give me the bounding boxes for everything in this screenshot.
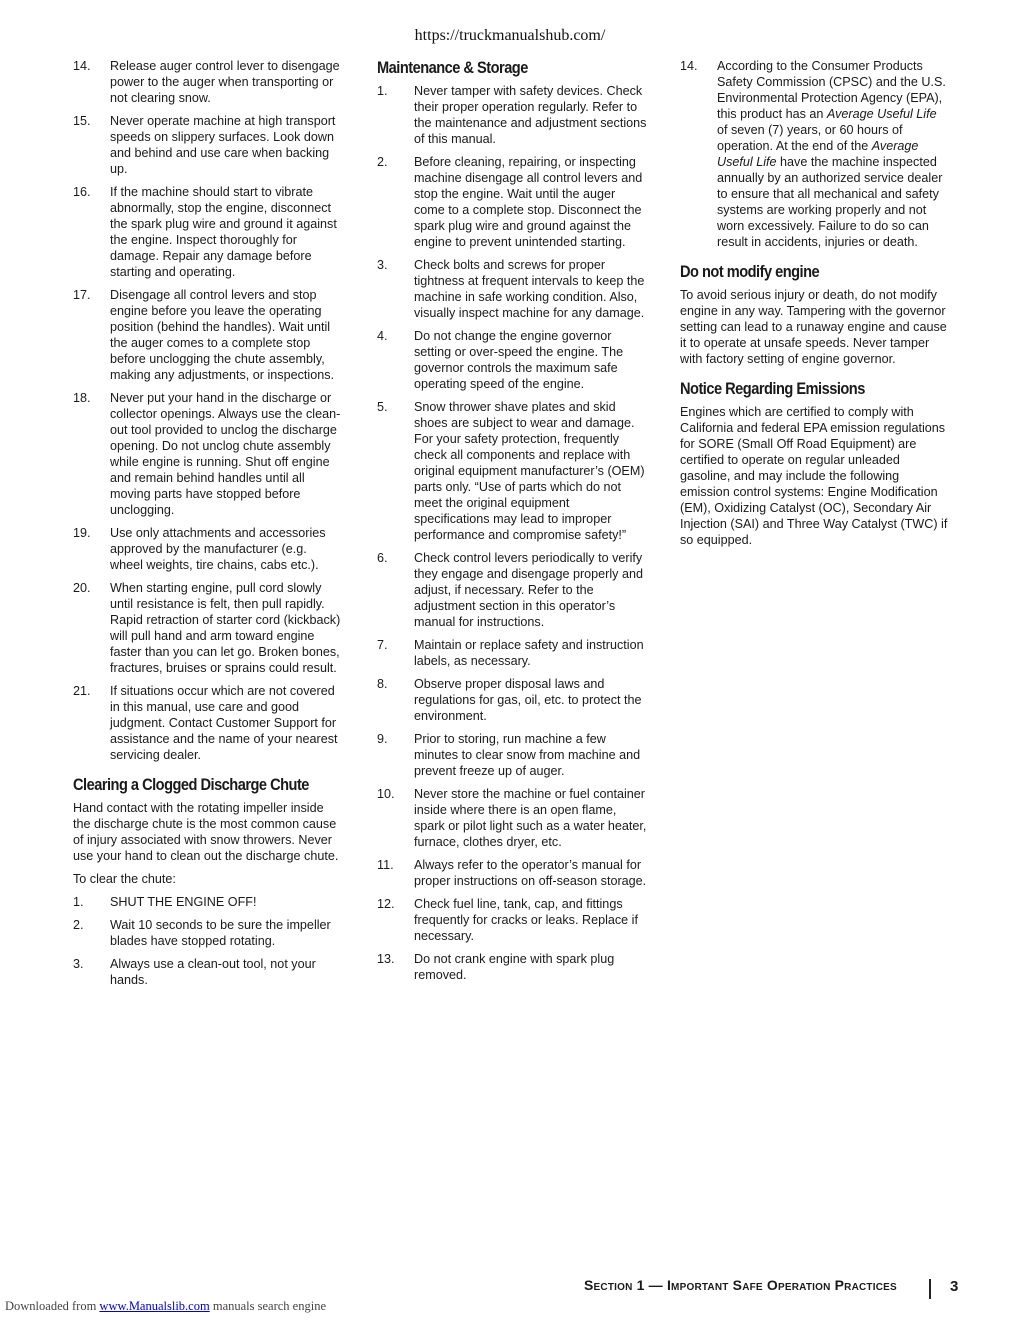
list-item — [73, 956, 343, 988]
list-item-text: Do not crank engine with spark plug removed. — [414, 952, 615, 982]
list-item-text: Check bolts and screws for proper tightness at frequent intervals to keep the machine in safe working condition. Also, visually inspect machine for any damage. — [414, 258, 645, 320]
list-item-number: 8. — [377, 677, 388, 691]
list-item-number: 1. — [377, 84, 388, 98]
page-number: 3 — [950, 1278, 959, 1295]
list-item — [377, 676, 647, 724]
list-item-text: Prior to storing, run machine a few minutes to clear snow from machine and prevent freeze up of auger. — [414, 732, 641, 778]
list-item-text: Do not change the engine governor setting or over-speed the engine. The governor controls the maximum safe operating speed of the engine. — [414, 329, 624, 391]
list-item-number: 6. — [377, 551, 388, 565]
list-item — [73, 580, 343, 676]
list-item — [377, 550, 647, 630]
list-item-text: If the machine should start to vibrate abnormally, stop the engine, disconnect the spark plug wire and ground it against the engine. Inspect thoroughly for damage. Repair any damage before starting and operating. — [110, 185, 337, 279]
list-item-number: 14. — [680, 59, 698, 73]
list-item-text: Disengage all control levers and stop engine before you leave the operating position (behind the handles). Wait until the auger comes to a complete stop before unclogging the chute assembly, making any adjustments, or inspections. — [110, 288, 335, 382]
list-item — [377, 328, 647, 392]
list-item-text: If situations occur which are not covered in this manual, use care and good judgment. Contact Customer Support for assistance and the name of your nearest servicing dealer. — [110, 684, 338, 762]
list-item-number: 13. — [377, 952, 395, 966]
list-item — [73, 894, 343, 910]
list-item-text: Wait 10 seconds to be sure the impeller blades have stopped rotating. — [110, 918, 331, 948]
list-item-number: 7. — [377, 638, 388, 652]
list-item-number: 20. — [73, 581, 91, 595]
italic-term: Average Useful Life — [826, 107, 937, 121]
list-item-text: When starting engine, pull cord slowly until resistance is felt, then pull rapidly. Rapid retraction of starter cord (kickback) will pull hand and arm toward engine faster than you can let go. Broken bones, fractures, bruises or sprains could result. — [110, 581, 341, 675]
list-item — [377, 951, 647, 983]
footer-divider — [929, 1279, 931, 1299]
list-item-text: Observe proper disposal laws and regulations for gas, oil, etc. to protect the environment. — [414, 677, 642, 723]
list-item-text: Never put your hand in the discharge or collector openings. Always use the clean-out tool provided to unclog the discharge opening. Do not unclog chute assembly while engine is running. Shut off engine and remain behind handles until all moving parts have stopped before unclogging. — [110, 391, 341, 517]
list-item-text: Never store the machine or fuel container inside where there is an open flame, spark or pilot light such as a water heater, furnace, clothes dryer, etc. — [414, 787, 647, 849]
list-item-number: 19. — [73, 526, 91, 540]
list-item-text: Before cleaning, repairing, or inspecting machine disengage all control levers and stop the engine. Wait until the auger come to a complete stop. Disconnect the spark plug wire and ground against the engine to prevent unintended starting. — [414, 155, 643, 249]
list-item — [73, 113, 343, 177]
maintenance-storage-heading: Maintenance & Storage — [377, 58, 528, 77]
list-item-number: 4. — [377, 329, 388, 343]
list-item — [73, 390, 343, 518]
list-item-text: Snow thrower shave plates and skid shoes are subject to wear and damage. For your safety protection, frequently check all components and replace with original equipment manufacturer’s (OEM) parts only. “Use of parts which do not meet the original equipment specifications may lead to improper performance and compromise safety!” — [414, 400, 645, 542]
footer-section-title: Section 1 — Important Safe Operation Practices — [584, 1277, 897, 1293]
clear-chute-steps — [73, 894, 343, 988]
list-item — [73, 184, 343, 280]
list-item — [377, 896, 647, 944]
text-span: have the machine inspected annually by an authorized service dealer to ensure that all mechanical and safety systems are working properly and not worn excessively. Failure to do so can result in accidents, injuries or death. — [717, 155, 943, 249]
list-item — [73, 683, 343, 763]
list-item — [377, 154, 647, 250]
list-item-number: 1. — [73, 895, 84, 909]
list-item-text: Never operate machine at high transport speeds on slippery surfaces. Look down and behind and use care when backing up. — [110, 114, 336, 176]
credit-prefix: Downloaded from — [5, 1299, 100, 1313]
list-item — [73, 58, 343, 106]
header-url: https://truckmanualshub.com/ — [414, 27, 606, 44]
list-item — [377, 786, 647, 850]
list-item-number: 15. — [73, 114, 91, 128]
list-item-number: 21. — [73, 684, 91, 698]
list-item-number: 14. — [73, 59, 91, 73]
list-item-text: Check control levers periodically to verify they engage and disengage properly and adjust, if necessary. Refer to the adjustment section in this operator’s manual for instructions. — [414, 551, 643, 629]
list-item-text: Use only attachments and accessories approved by the manufacturer (e.g. wheel weights, tire chains, cabs etc.). — [110, 526, 326, 572]
safety-list-continued — [73, 58, 343, 763]
list-item-text: Release auger control lever to disengage power to the auger when transporting or not clearing snow. — [110, 59, 340, 105]
list-item-number: 2. — [73, 918, 84, 932]
column-right — [680, 58, 948, 555]
list-item-text: SHUT THE ENGINE OFF! — [110, 895, 257, 909]
column-left — [73, 58, 343, 995]
list-item-number: 9. — [377, 732, 388, 746]
list-item — [73, 287, 343, 383]
download-credit — [5, 1299, 326, 1314]
list-item — [377, 257, 647, 321]
do-not-modify-paragraph: To avoid serious injury or death, do not modify engine in any way. Tampering with the governor setting can lead to a runaway engine and cause it to operate at unsafe speeds. Never tamper with factory setting of engine governor. — [680, 288, 947, 366]
column-middle — [377, 58, 647, 990]
useful-life-text — [717, 58, 948, 250]
list-item — [377, 731, 647, 779]
list-item-number: 2. — [377, 155, 388, 169]
list-item-number: 12. — [377, 897, 395, 911]
list-item-text: Always refer to the operator’s manual for proper instructions on off-season storage. — [414, 858, 647, 888]
list-item-number: 3. — [377, 258, 388, 272]
list-item — [73, 525, 343, 573]
credit-suffix: manuals search engine — [209, 1299, 326, 1313]
list-item-number: 18. — [73, 391, 91, 405]
list-item-number: 5. — [377, 400, 388, 414]
list-item — [680, 58, 948, 250]
text-span: of seven (7) years, or 60 hours of operation. At the end of the — [717, 123, 903, 153]
list-item — [377, 857, 647, 889]
clear-chute-intro: To clear the chute: — [73, 872, 176, 886]
list-item — [73, 917, 343, 949]
italic-term: Average Useful Life — [717, 139, 919, 169]
text-span: According to the Consumer Products Safety Commission (CPSC) and the U.S. Environmental Protection Agency (EPA), this product has an — [717, 59, 946, 121]
list-item-number: 11. — [377, 858, 394, 872]
list-item — [377, 83, 647, 147]
list-item-number: 10. — [377, 787, 395, 801]
manualslib-link[interactable]: www.Manualslib.com — [99, 1299, 210, 1313]
list-item-number: 16. — [73, 185, 91, 199]
list-item — [377, 399, 647, 543]
list-item-text: Never tamper with safety devices. Check their proper operation regularly. Refer to the maintenance and adjustment sections of this manual. — [414, 84, 647, 146]
do-not-modify-heading: Do not modify engine — [680, 262, 820, 281]
list-item-text: Maintain or replace safety and instruction labels, as necessary. — [414, 638, 644, 668]
list-item — [377, 637, 647, 669]
clogged-chute-heading: Clearing a Clogged Discharge Chute — [73, 775, 309, 794]
list-item-text: Always use a clean-out tool, not your hands. — [110, 957, 316, 987]
emissions-paragraph: Engines which are certified to comply with California and federal EPA emission regulations for SORE (Small Off Road Equipment) are certified to operate on regular unleaded gasoline, and may include the following emission control systems: Engine Modification (EM), Oxidizing Catalyst (OC), Secondary Air Injection (SAI) and Three Way Catalyst (TWC) if so equipped. — [680, 405, 948, 547]
list-item-number: 17. — [73, 288, 91, 302]
list-item-text: Check fuel line, tank, cap, and fittings frequently for cracks or leaks. Replace if necessary. — [414, 897, 638, 943]
list-item-number: 3. — [73, 957, 84, 971]
maintenance-list — [377, 83, 647, 983]
clogged-chute-paragraph: Hand contact with the rotating impeller inside the discharge chute is the most common cause of injury associated with snow throwers. Never use your hand to clean out the discharge chute. — [73, 801, 339, 863]
emissions-heading: Notice Regarding Emissions — [680, 379, 865, 398]
